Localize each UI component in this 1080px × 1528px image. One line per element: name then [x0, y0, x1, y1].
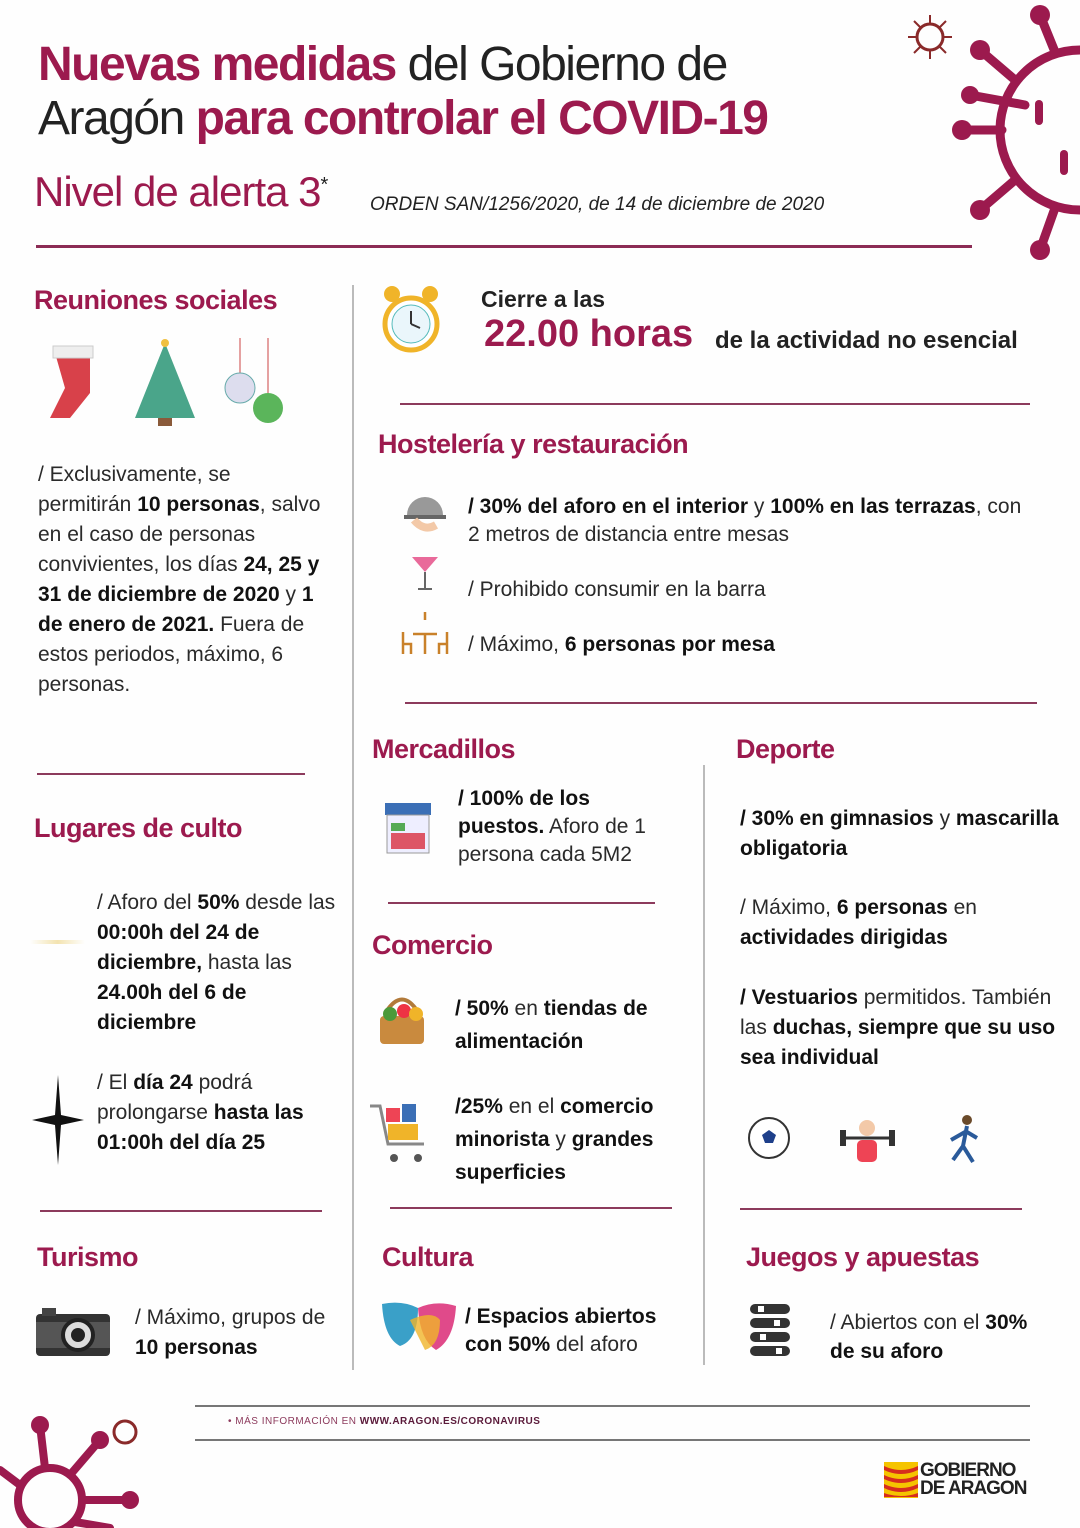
christmas-stocking-icon [50, 346, 93, 418]
christmas-icons [40, 338, 290, 428]
virus-bottom-icon [0, 1400, 160, 1528]
text-bold: / 50% [455, 997, 509, 1020]
text-bold: duchas, siempre que su uso sea individual [740, 1016, 1056, 1069]
text-bold: 6 personas por mesa [564, 633, 775, 656]
text-bold: tiendas de alimentación [455, 997, 648, 1053]
logo-line-1: GOBIERNO [920, 1460, 1016, 1481]
text-bold: 100% en las terrazas [770, 495, 976, 518]
text-segment: / Abiertos con el [830, 1311, 986, 1334]
text-segment: Aragón [38, 92, 196, 145]
header-divider [36, 245, 972, 248]
text-bold: 00:00h del 24 de diciembre, [97, 921, 260, 974]
section-title-turismo: Turismo [37, 1242, 139, 1272]
section-title-reuniones: Reuniones sociales [34, 285, 278, 315]
hosteleria-item-1 [468, 493, 1038, 549]
serving-cloche-icon [404, 490, 446, 535]
cierre-hour: 22.00 horas [484, 313, 694, 355]
text-segment: en el [502, 1095, 561, 1118]
text-segment: podrá prolongarse [97, 1071, 253, 1124]
small-virus-icon [905, 12, 955, 62]
section-title-juegos: Juegos y apuestas [746, 1242, 980, 1272]
section-title-comercio: Comercio [372, 930, 493, 960]
text-segment: / Máximo, [740, 896, 837, 919]
text-bold: para controlar el COVID-19 [195, 92, 768, 145]
cierre-label: Cierre a las [481, 286, 606, 312]
text-bold: / 100% de los puestos. [458, 787, 590, 838]
reuniones-text [38, 460, 328, 700]
divider [400, 403, 1030, 405]
deporte-item-1 [740, 804, 1060, 864]
text-bold: 10 personas [135, 1336, 258, 1359]
text-bold: 10 personas [137, 493, 260, 516]
text-segment: , salvo en el caso de personas convivientes, los días [38, 493, 321, 576]
divider [405, 702, 1037, 704]
table-chairs-icon [400, 612, 450, 657]
runner-icon [951, 1115, 977, 1162]
text-bold: actividades dirigidas [740, 926, 948, 949]
star-sparkle-icon [32, 1075, 84, 1165]
light-glow-icon [30, 940, 85, 944]
title-line-2 [38, 92, 767, 146]
hosteleria-item-2 [468, 575, 1028, 605]
section-title-mercadillos: Mercadillos [372, 734, 516, 764]
footer-divider-bottom [195, 1439, 1030, 1441]
hosteleria-item-3 [468, 630, 1028, 660]
theater-masks-icon [380, 1300, 458, 1352]
christmas-tree-icon [135, 339, 195, 426]
title-line-1 [38, 38, 727, 92]
gobierno-aragon-logo [884, 1462, 1026, 1498]
divider [40, 1210, 322, 1212]
text-segment: , con 2 metros de distancia entre mesas [468, 495, 1022, 546]
text-segment: Fuera de estos periodos, máximo, 6 personas. [38, 613, 305, 696]
weightlifter-icon [840, 1120, 895, 1162]
logo-line-2: DE ARAGON [920, 1478, 1027, 1499]
camera-icon [36, 1308, 110, 1356]
alert-level [34, 168, 327, 216]
text-bold: /25% [455, 1095, 503, 1118]
text-segment: / Máximo, grupos de [135, 1306, 326, 1329]
soccer-ball-icon [749, 1118, 789, 1158]
text-bold: / 30% en gimnasios [740, 807, 934, 830]
text-segment: / Aforo del [97, 891, 198, 914]
alarm-clock-icon [380, 284, 442, 358]
section-title-deporte: Deporte [736, 734, 835, 764]
text-segment: del aforo [550, 1333, 638, 1356]
divider [37, 773, 305, 775]
footer-divider-top [195, 1405, 1030, 1407]
text-bold: día 24 [133, 1071, 193, 1094]
coronavirus-link[interactable]: WWW.ARAGON.ES/CORONAVIRUS [359, 1416, 541, 1427]
section-title-cultura: Cultura [382, 1242, 473, 1272]
text-segment: y [279, 583, 302, 606]
text-bold: 6 personas [836, 896, 948, 919]
text-segment: desde las [239, 891, 336, 914]
text-bold: 50% [197, 891, 240, 914]
alert-level-text: Nivel de alerta 3 [34, 168, 321, 215]
text-bold: hasta las 01:00h del día 25 [97, 1101, 304, 1154]
text-bold: 30% de su aforo [830, 1311, 1028, 1363]
market-stall-icon [383, 803, 433, 855]
mercadillos-text [458, 785, 678, 869]
divider [388, 902, 655, 904]
divider [740, 1208, 1022, 1210]
divider [390, 1207, 672, 1209]
shopping-cart-icon [368, 1100, 432, 1166]
comercio-item-2 [455, 1090, 695, 1189]
text-segment: / Máximo, [468, 633, 565, 656]
turismo-text [135, 1303, 335, 1363]
text-segment: Aforo de 1 persona cada 5M2 [458, 815, 646, 866]
text-segment: / Prohibido consumir en la barra [468, 578, 766, 601]
text-bold: comercio minorista [455, 1095, 654, 1151]
more-info-label: MÁS INFORMACIÓN EN [235, 1416, 360, 1427]
cultura-text [465, 1303, 695, 1359]
text-segment: / El [97, 1071, 134, 1094]
column-divider [703, 765, 705, 1365]
text-segment: / Exclusivamente, se permitirán [38, 463, 231, 516]
sports-icons [745, 1112, 985, 1172]
text-segment: hasta las [202, 951, 292, 974]
text-bold: grandes superficies [455, 1128, 654, 1184]
text-segment: y [748, 495, 771, 518]
order-reference: ORDEN SAN/1256/2020, de 14 de diciembre de 2020 [370, 194, 825, 215]
section-title-culto: Lugares de culto [34, 813, 243, 843]
poker-chips-icon [748, 1302, 792, 1358]
culto-text-2 [97, 1068, 347, 1158]
culto-text-1 [97, 888, 347, 1038]
deporte-item-3 [740, 983, 1070, 1073]
text-segment: en [508, 997, 544, 1020]
aragon-flag-icon [884, 1462, 918, 1498]
text-bold: / 30% del aforo en el interior [468, 495, 749, 518]
text-segment: del Gobierno de [395, 38, 727, 91]
text-bold: 24, 25 y 31 de diciembre de 2020 [38, 553, 320, 606]
text-bold: mascarilla obligatoria [740, 807, 1059, 860]
cierre-rest: de la actividad no esencial [715, 327, 1018, 354]
cocktail-icon [410, 552, 440, 594]
more-info: • MÁS INFORMACIÓN EN WWW.ARAGON.ES/CORONAVIRUS [228, 1416, 541, 1427]
text-bold: / Vestuarios [740, 986, 858, 1009]
text-bold: 1 de enero de 2021. [38, 583, 314, 636]
virus-icon [940, 0, 1080, 270]
alert-asterisk: * [320, 174, 328, 196]
comercio-item-1 [455, 992, 695, 1058]
food-basket-icon [376, 992, 428, 1047]
text-segment: y [549, 1128, 572, 1151]
column-divider [352, 285, 354, 1370]
christmas-ornaments-icon [225, 338, 283, 423]
text-segment: en [947, 896, 977, 919]
text-bold: Nuevas medidas [38, 38, 396, 91]
text-bold: / Espacios abiertos con 50% [465, 1305, 657, 1356]
deporte-item-2 [740, 893, 1060, 953]
text-segment: y [933, 807, 956, 830]
section-title-hosteleria: Hostelería y restauración [378, 429, 689, 459]
text-bold: 24.00h del 6 de diciembre [97, 981, 247, 1034]
juegos-text [830, 1308, 1050, 1366]
text-segment: permitidos. También las [740, 986, 1052, 1039]
